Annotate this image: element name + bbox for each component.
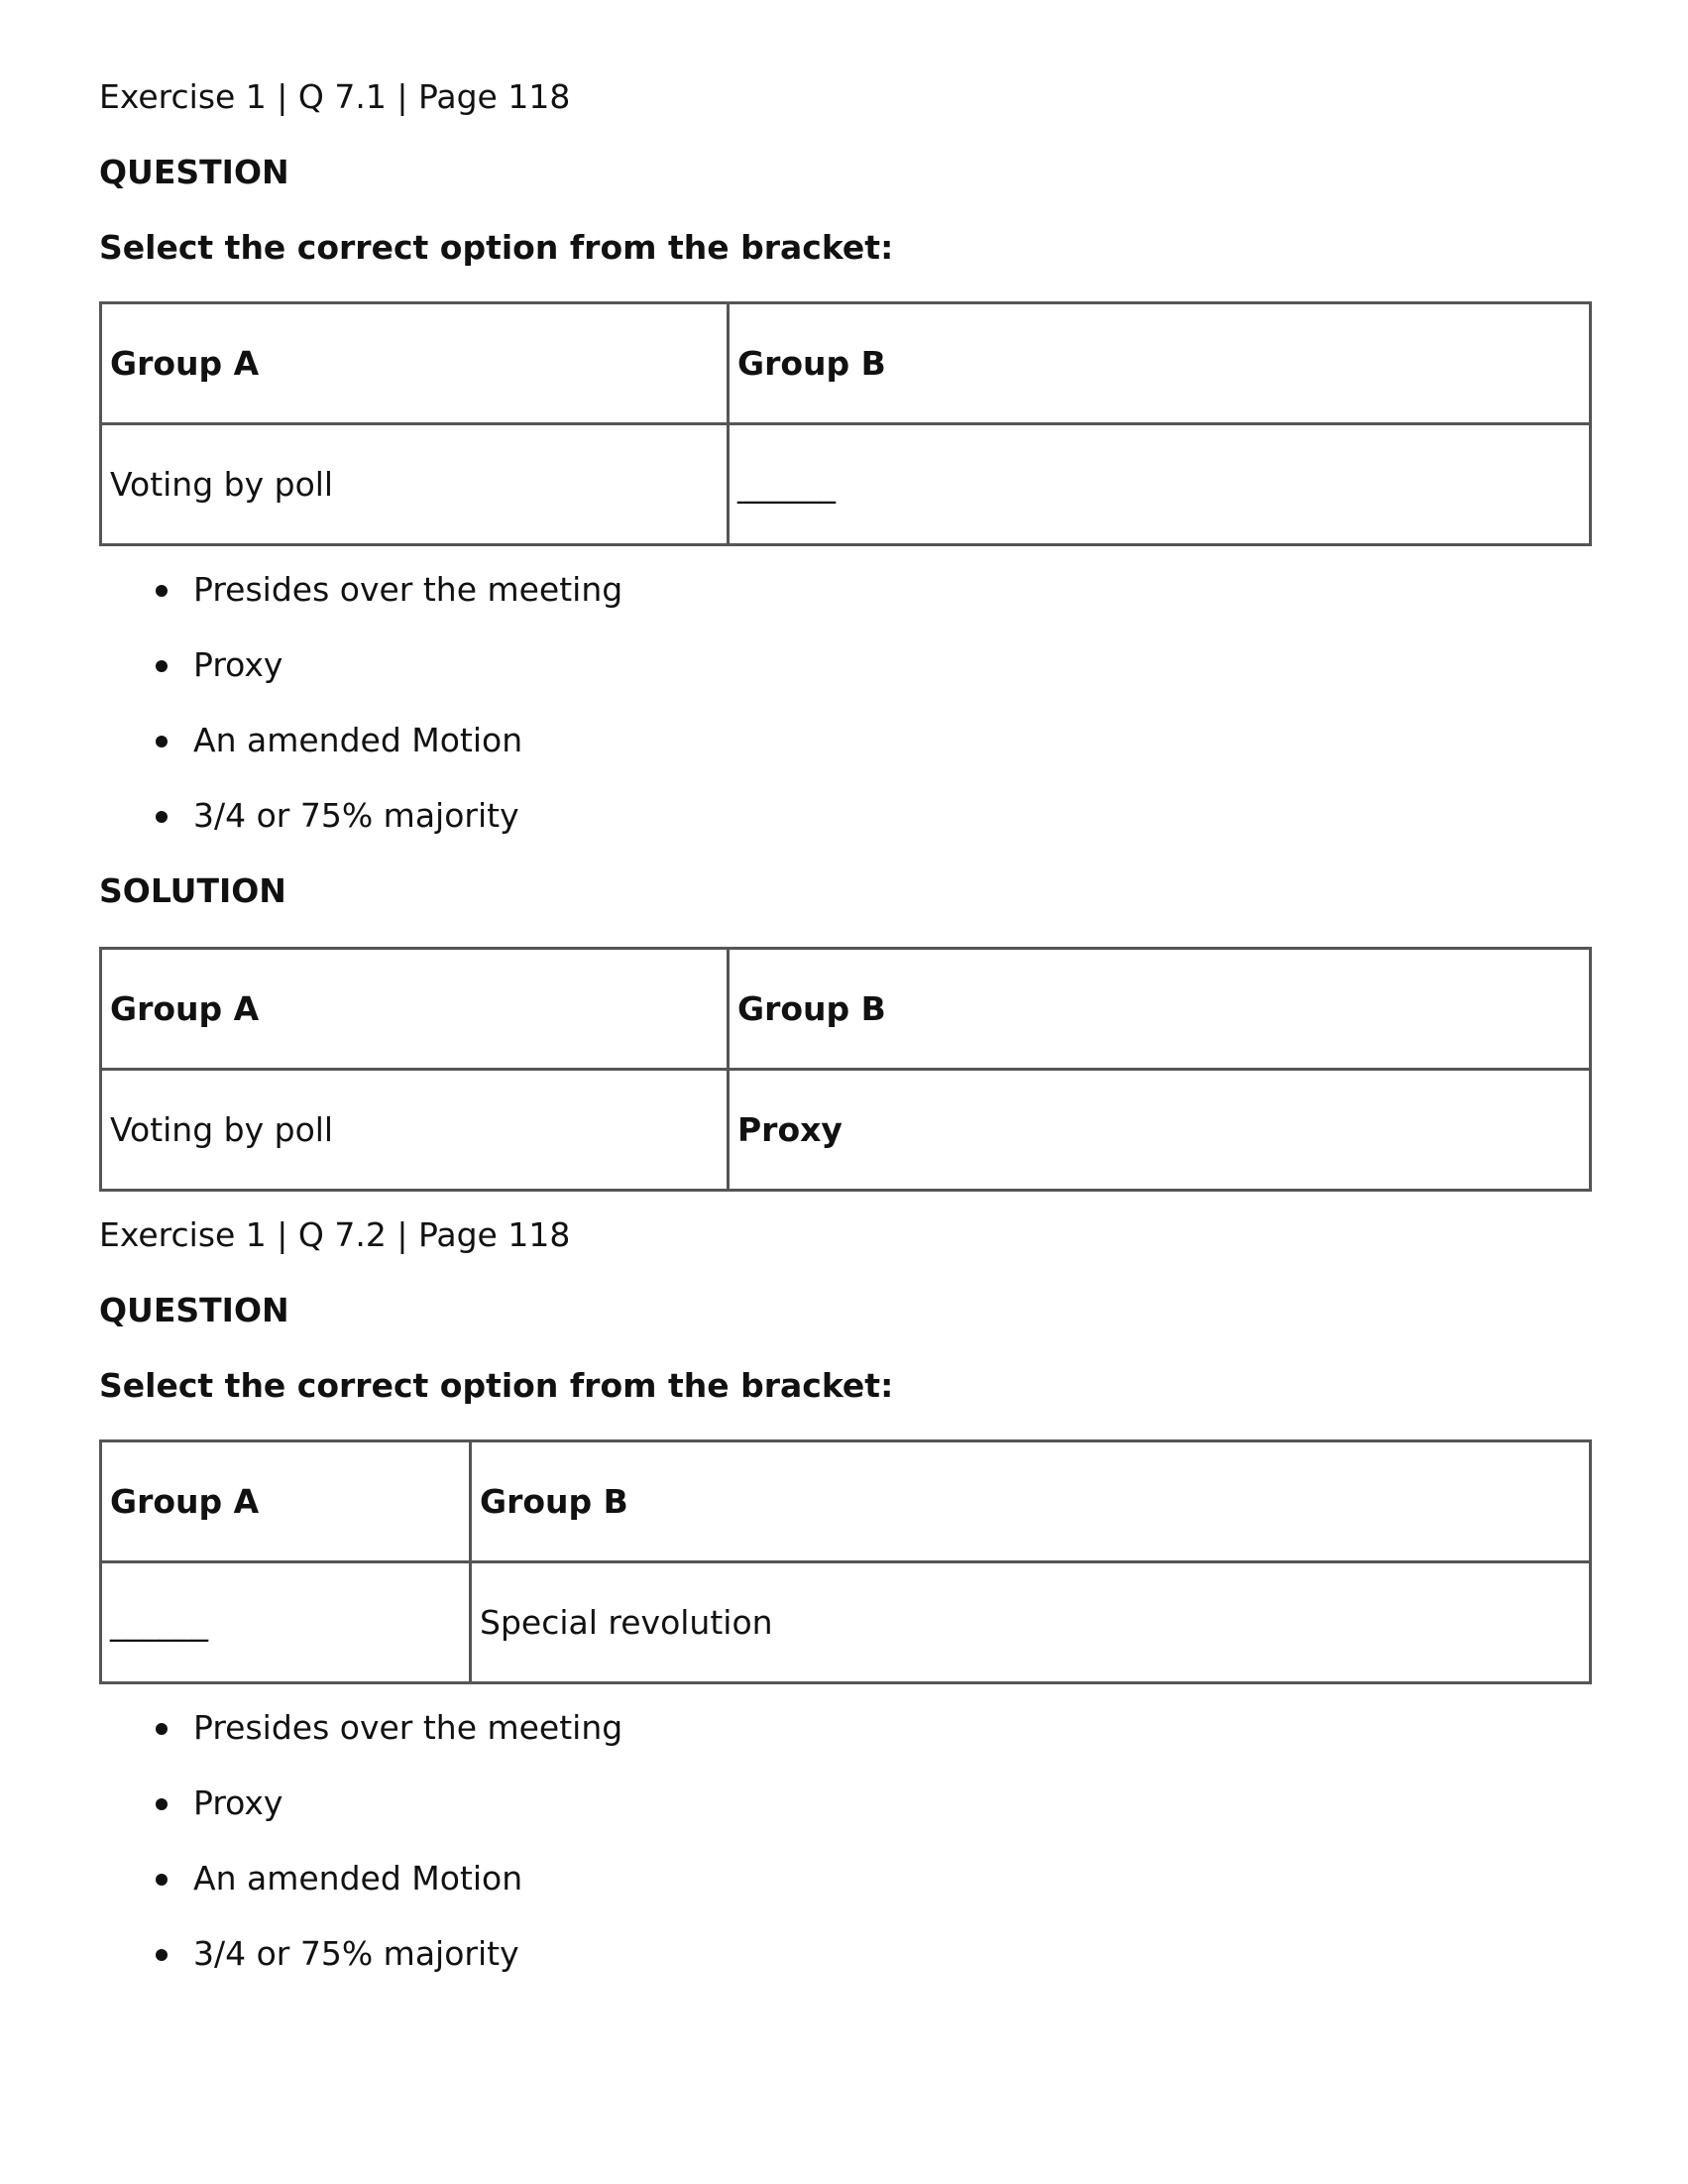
table-header-row	[101, 303, 1591, 424]
header-group-b: Group B	[729, 303, 1591, 424]
cell-group-a: Voting by poll	[101, 1070, 729, 1191]
list-item: Proxy	[193, 645, 1589, 685]
list-item: 3/4 or 75% majority	[193, 796, 1589, 836]
question-match-table	[99, 1439, 1592, 1684]
header-group-a: Group A	[101, 1441, 471, 1562]
options-list	[99, 1708, 1589, 1974]
section-q7-1	[99, 77, 1589, 1192]
list-item: Presides over the meeting	[193, 1708, 1589, 1748]
solution-heading: SOLUTION	[99, 871, 286, 910]
exercise-reference: Exercise 1 | Q 7.2 | Page 118	[99, 1215, 571, 1254]
section-q7-2	[99, 1215, 1589, 1974]
table-row	[101, 424, 1591, 545]
question-instruction: Select the correct option from the bracket:	[99, 228, 894, 267]
list-item: Presides over the meeting	[193, 570, 1589, 610]
list-item: 3/4 or 75% majority	[193, 1934, 1589, 1974]
header-group-b: Group B	[471, 1441, 1591, 1562]
table-header-row	[101, 949, 1591, 1070]
solution-match-table	[99, 947, 1592, 1192]
options-list	[99, 570, 1589, 836]
list-item: An amended Motion	[193, 721, 1589, 760]
cell-group-a: Voting by poll	[101, 424, 729, 545]
table-row	[101, 1070, 1591, 1191]
cell-group-b-answer: Proxy	[729, 1070, 1591, 1191]
header-group-a: Group A	[101, 949, 729, 1070]
question-match-table	[99, 301, 1592, 546]
table-header-row	[101, 1441, 1591, 1562]
header-group-a: Group A	[101, 303, 729, 424]
table-row	[101, 1562, 1591, 1683]
question-instruction: Select the correct option from the bracket:	[99, 1366, 894, 1405]
cell-group-a-blank: ______	[101, 1562, 471, 1683]
exercise-reference: Exercise 1 | Q 7.1 | Page 118	[99, 77, 571, 116]
question-heading: QUESTION	[99, 153, 289, 191]
document-page	[99, 77, 1589, 2010]
list-item: Proxy	[193, 1783, 1589, 1823]
cell-group-b: Special revolution	[471, 1562, 1591, 1683]
cell-group-b-blank: ______	[729, 424, 1591, 545]
list-item: An amended Motion	[193, 1859, 1589, 1898]
question-heading: QUESTION	[99, 1291, 289, 1329]
header-group-b: Group B	[729, 949, 1591, 1070]
